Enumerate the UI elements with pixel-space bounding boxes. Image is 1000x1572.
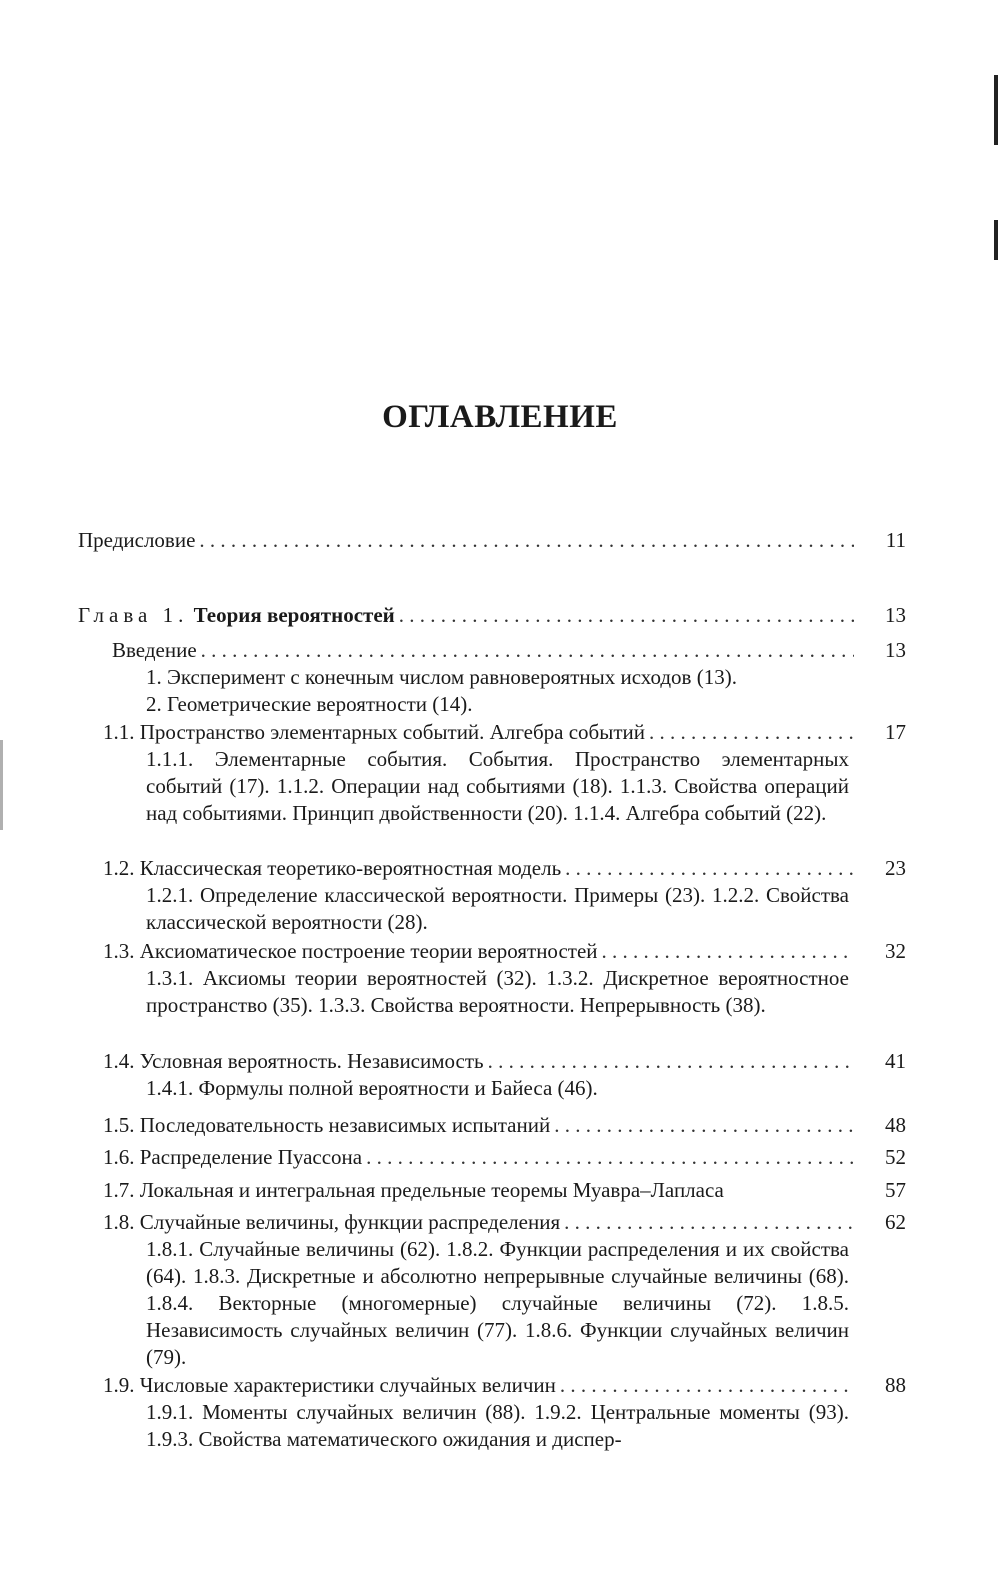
toc-page-number: 13 — [885, 638, 906, 662]
toc-subsections: 1.9.1. Моменты случайных величин (88). 1.9.2. Центральные моменты (93). 1.9.3. Свойства математического ожидания и диспер- — [146, 1400, 849, 1451]
leader-dots — [564, 1208, 854, 1236]
scan-edge-mark — [994, 75, 998, 145]
leader-dots — [201, 636, 854, 664]
toc-subsections: 1.1.1. Элементарные события. События. Пространство элементарных событий (17). 1.1.2. Операции над событиями (18). 1.1.3. Свойства операций над событиями. Принцип двойственности (20). 1.1.4. Алгебра событий (22). — [146, 747, 849, 825]
section-number: 1.2. — [103, 856, 135, 880]
toc-entry-section[interactable] — [103, 1176, 854, 1204]
subsection-line: 1. Эксперимент с конечным числом равновероятных исходов (13). — [146, 665, 737, 689]
toc-entry-section[interactable] — [103, 718, 854, 746]
toc-entry-section[interactable] — [103, 1111, 854, 1139]
leader-dots — [560, 1371, 854, 1399]
leader-dots — [649, 718, 854, 746]
chapter-title: Теория вероятностей — [193, 603, 395, 627]
toc-entry-label: Условная вероятность. Независимость — [139, 1049, 484, 1073]
toc-page-number: 52 — [885, 1145, 906, 1169]
toc-entry-section[interactable] — [103, 854, 854, 882]
scan-edge-mark — [0, 740, 3, 830]
toc-entry-section[interactable] — [103, 1143, 854, 1171]
toc-page-number: 88 — [885, 1373, 906, 1397]
toc-page-number: 11 — [885, 528, 906, 552]
toc-subsections: 1.3.1. Аксиомы теории вероятностей (32). 1.3.2. Дискретное вероятностное пространство (35). 1.3.3. Свойства вероятности. Непрерывность (38). — [146, 966, 849, 1017]
section-number: 1.1. — [103, 720, 135, 744]
toc-entry-section[interactable] — [103, 1208, 854, 1236]
toc-entry-label: Случайные величины, функции распределения — [139, 1210, 561, 1234]
toc-subsections: 1.2.1. Определение классической вероятности. Примеры (23). 1.2.2. Свойства классической вероятности (28). — [146, 883, 849, 934]
toc-page-number: 57 — [885, 1178, 906, 1202]
section-number: 1.7. — [103, 1178, 135, 1202]
toc-subsections: 1.4.1. Формулы полной вероятности и Байеса (46). — [146, 1076, 598, 1100]
section-number: 1.4. — [103, 1049, 135, 1073]
page-title: ОГЛАВЛЕНИЕ — [382, 399, 618, 435]
section-number: 1.9. — [103, 1373, 135, 1397]
toc-entry-label: Распределение Пуассона — [139, 1145, 363, 1169]
leader-dots — [488, 1047, 854, 1075]
toc-page-number: 62 — [885, 1210, 906, 1234]
toc-entry-intro[interactable] — [112, 636, 854, 664]
toc-entry-label: Введение — [112, 638, 197, 662]
leader-dots — [565, 854, 854, 882]
scan-edge-mark — [994, 220, 998, 260]
toc-entry-label: Локальная и интегральная предельные теоремы Муавра–Лапласа — [139, 1178, 724, 1202]
toc-subsections: 1.8.1. Случайные величины (62). 1.8.2. Функции распределения и их свойства (64). 1.8.3. Дискретные и абсолютно непрерывные случайные величины (68). 1.8.4. Векторные (многомерные) случайные величины (72). 1.8.5. Независимость случайных величин (77). 1.8.6. Функции случайных величин (79). — [146, 1237, 849, 1369]
toc-entry-section[interactable] — [103, 937, 854, 965]
toc-entry-label: Числовые характеристики случайных величин — [139, 1373, 556, 1397]
toc-entry-chapter[interactable] — [78, 601, 854, 629]
leader-dots — [554, 1111, 854, 1139]
toc-entry-label: Аксиоматическое построение теории вероятностей — [139, 939, 598, 963]
section-number: 1.8. — [103, 1210, 135, 1234]
toc-entry-preface[interactable] — [78, 526, 854, 554]
section-number: 1.3. — [103, 939, 135, 963]
toc-entry-label: Классическая теоретико-вероятностная модель — [139, 856, 562, 880]
toc-page-number: 48 — [885, 1113, 906, 1137]
toc-entry-section[interactable] — [103, 1371, 854, 1399]
toc-page-number: 17 — [885, 720, 906, 744]
leader-dots — [399, 601, 854, 629]
leader-dots — [199, 526, 854, 554]
subsection-line: 2. Геометрические вероятности (14). — [146, 692, 473, 716]
section-number: 1.6. — [103, 1145, 135, 1169]
leader-dots — [602, 937, 854, 965]
toc-entry-label: Последовательность независимых испытаний — [139, 1113, 551, 1137]
toc-subsections — [146, 664, 849, 718]
toc-page-number: 23 — [885, 856, 906, 880]
section-number: 1.5. — [103, 1113, 135, 1137]
chapter-prefix: Глава 1. — [78, 603, 189, 627]
toc-entry-label: Предисловие — [78, 528, 196, 552]
toc-entry-label: Пространство элементарных событий. Алгебра событий — [139, 720, 646, 744]
toc-page-number: 41 — [885, 1049, 906, 1073]
leader-dots — [366, 1143, 854, 1171]
toc-page-number: 32 — [885, 939, 906, 963]
toc-entry-section[interactable] — [103, 1047, 854, 1075]
toc-page-number: 13 — [885, 603, 906, 627]
